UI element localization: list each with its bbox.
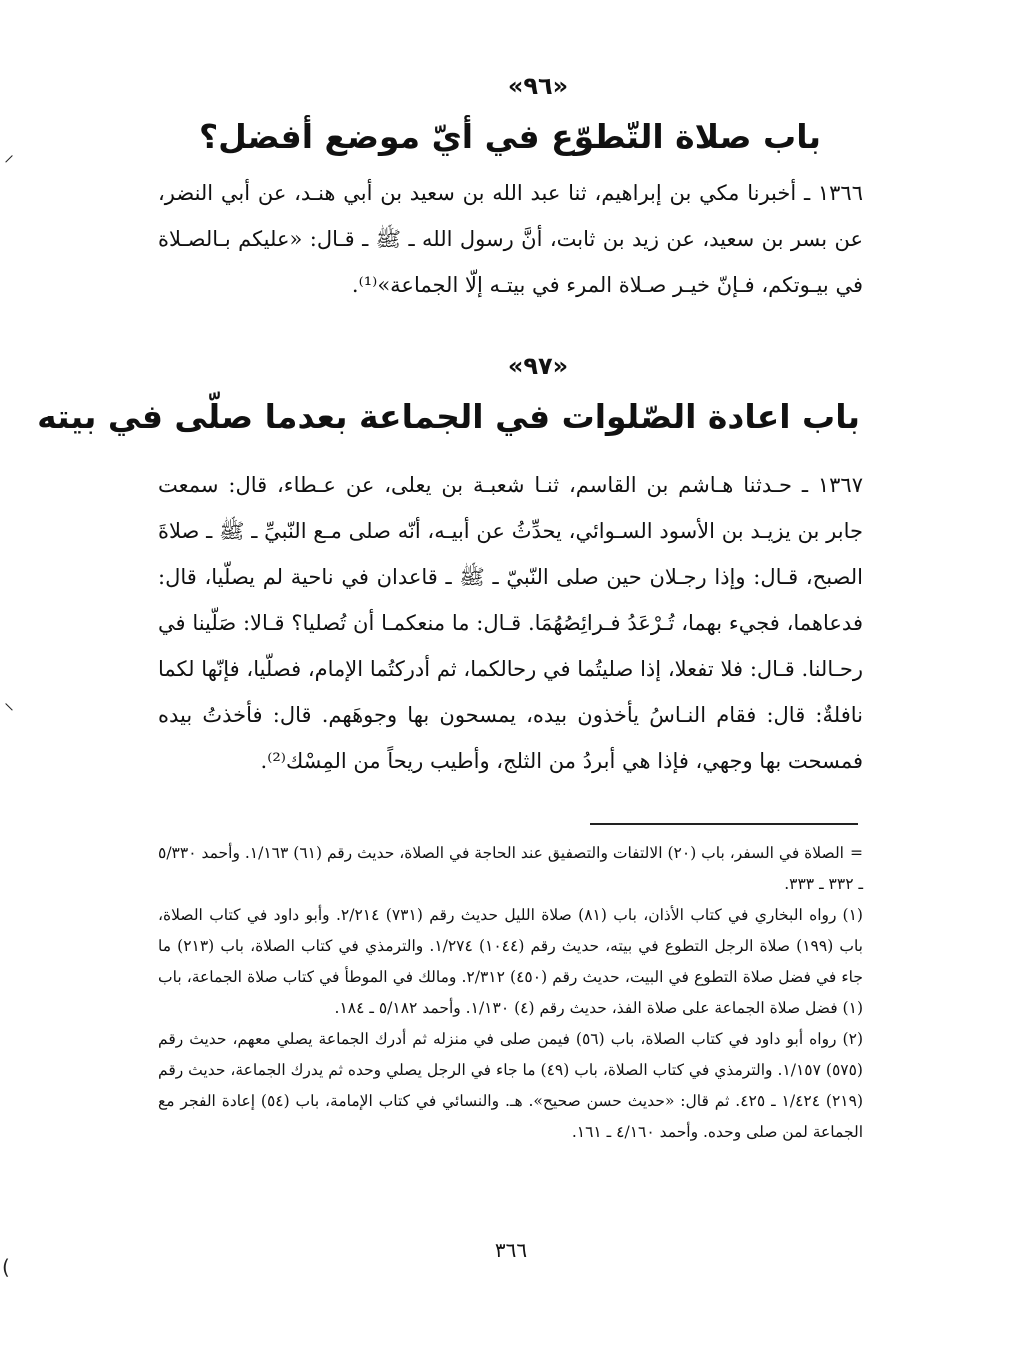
section-number-96: «٩٦» — [507, 72, 569, 100]
footnote-text: الصلاة في السفر، باب (٢٠) الالتفات والتصفيق عند الحاجة في الصلاة، حديث رقم (٦١) ١/١٦٣. وأحمد ٥/٣٣٠ ـ ٣٣٢ ـ ٣٣٣. — [158, 844, 863, 893]
chapter-title-96: باب صلاة التّطوّع في أيّ موضع أفضل؟ — [199, 117, 821, 156]
scan-edge-mark: ⸝ — [4, 142, 14, 166]
footnote-1 — [158, 900, 863, 1024]
hadith-1366 — [158, 170, 863, 308]
footnote-continued — [158, 838, 863, 900]
footnote-2 — [158, 1024, 863, 1148]
footnotes — [158, 838, 863, 1148]
chapter-title-97: باب اعادة الصّلوات في الجماعة بعدما صلّى في بيته — [37, 397, 860, 436]
footnote-marker: = — [850, 844, 863, 862]
hadith-paragraph: ١٣٦٧ ـ حـدثنا هـاشم بن القاسم، ثنـا شعبـة بن يعلى، عن عـطاء، قال: سمعت جابر بن يزيـد بن الأسود السـوائي، يحدِّثُ عن أبيـه، أنّه صلى مـع النّبيِّ ـ ﷺ ـ صلاةَ الصبح، قـال: وإذا رجـلان حين صلى النّبيّ ـ ﷺ ـ قاعدان في ناحية لم يصلّيا، قال: فدعاهما، فجيء بهما، تُـرْعَدُ فـرائِصُهُمَا. قـال: ما منعكمـا أن تُصليا؟ قـالا: صَلّينا في رحـالنا. قـال: فلا تفعلا، إذا صليتُما في رحالكما، ثم أدركتُما الإمام، فصلّيا، فإنّها لكما نافلةٌ: قال: فقام النـاسُ يأخذون بيده، يمسحون بها وجوهَهم. قال: فأخذتُ بيده فمسحت بها وجهي، فإذا هي أبردُ من الثلج، وأطيب ريحاً من المِسْك⁽²⁾. — [158, 473, 863, 773]
footnote-separator — [590, 823, 858, 825]
footnote-text: رواه أبو داود في كتاب الصلاة، باب (٥٦) فيمن صلى في منزله ثم أدرك الجماعة يصلي معهم، حديث رقم (٥٧٥) ١/١٥٧. والترمذي في كتاب الصلاة، باب (٤٩) ما جاء في الرجل يصلي وحده ثم يدرك الجماعة، حديث رقم (٢١٩) ١/٤٢٤ ـ ٤٢٥. ثم قال: «حديث حسن صحيح». هـ. والنسائي في كتاب الإمامة، باب (٥٤) إعادة الفجر مع الجماعة لمن صلى وحده. وأحمد ٤/١٦٠ ـ ١٦١. — [158, 1030, 864, 1141]
footnote-marker: (١) — [842, 906, 863, 924]
hadith-paragraph: ١٣٦٦ ـ أخبرنا مكي بن إبراهيم، ثنا عبد الله بن سعيد بن أبي هنـد، عن أبي النضر، عن بسر بن سعيد، عن زيد بن ثابت، أنَّ رسول الله ـ ﷺ ـ قـال: «عليكم بـالصـلاة في بيـوتكم، فـإنّ خيـر صـلاة المرء في بيتـه إلّا الجماعة»⁽¹⁾. — [158, 181, 863, 297]
scan-edge-mark: ( — [2, 1255, 10, 1279]
scan-edge-mark: ⸜ — [4, 690, 14, 714]
footnote-marker: (٢) — [842, 1030, 863, 1048]
page-number: ٣٦٦ — [494, 1238, 528, 1262]
footnote-text: رواه البخاري في كتاب الأذان، باب (٨١) صلاة الليل حديث رقم (٧٣١) ٢/٢١٤. وأبو داود في كتاب الصلاة، باب (١٩٩) صلاة الرجل التطوع في بيته، حديث رقم (١٠٤٤) ١/٢٧٤. والترمذي في كتاب الصلاة، باب (٢١٣) ما جاء في فضل صلاة التطوع في البيت، حديث رقم (٤٥٠) ٢/٣١٢. ومالك في الموطأ في كتاب صلاة الجماعة، باب (١) فضل صلاة الجماعة على صلاة الفذ، حديث رقم (٤) ١/١٣٠. وأحمد ٥/١٨٢ ـ ١٨٤. — [158, 906, 863, 1017]
hadith-1367 — [158, 462, 863, 784]
section-number-97: «٩٧» — [507, 352, 569, 380]
